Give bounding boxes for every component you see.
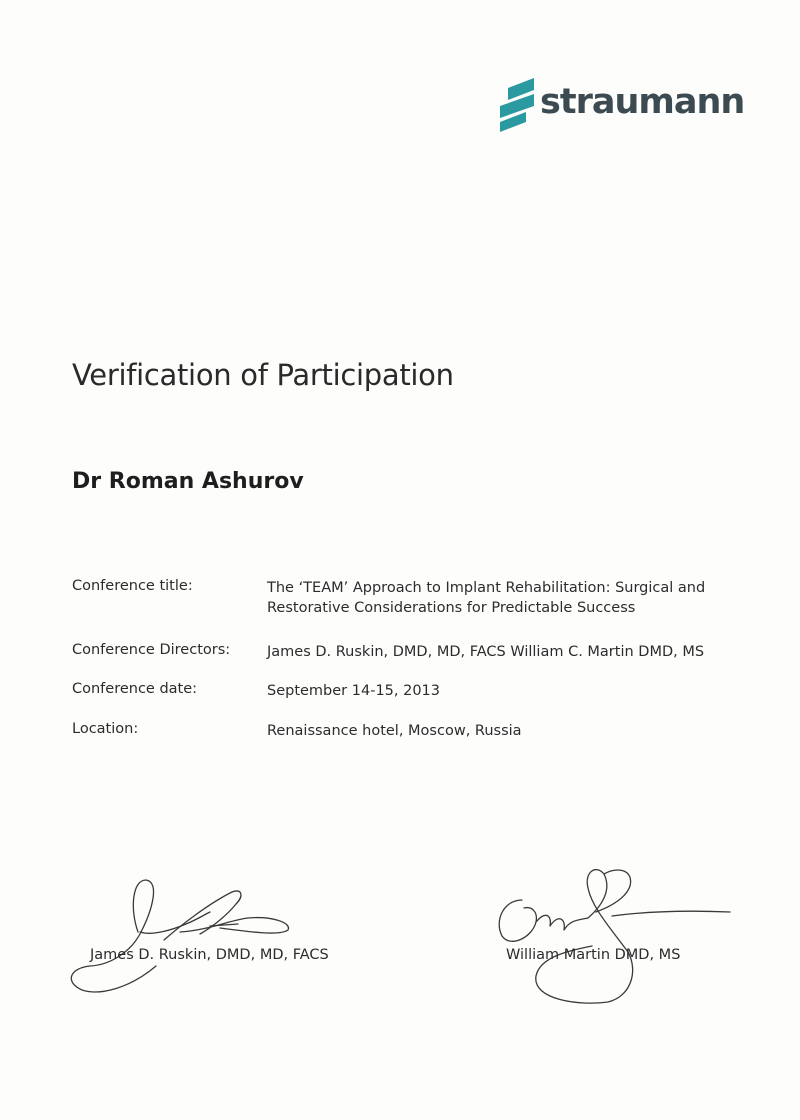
conference-title-label: Conference title: <box>72 578 193 594</box>
conference-title-value <box>267 578 705 618</box>
location-label: Location: <box>72 721 139 737</box>
conference-title-line-2: Restorative Considerations for Predictable Success <box>267 600 636 616</box>
signatory-martin-name: William Martin DMD, MS <box>506 947 681 963</box>
straumann-logo <box>498 76 748 134</box>
location-value: Renaissance hotel, Moscow, Russia <box>267 723 522 739</box>
conference-directors-label: Conference Directors: <box>72 642 231 658</box>
signature-martin <box>492 860 742 1010</box>
conference-date-label: Conference date: <box>72 681 198 697</box>
signatory-ruskin-name: James D. Ruskin, DMD, MD, FACS <box>90 947 329 963</box>
straumann-wordmark: straumann <box>540 82 745 122</box>
conference-title-line-1: The ‘TEAM’ Approach to Implant Rehabilitation: Surgical and <box>267 580 706 596</box>
conference-date-value: September 14-15, 2013 <box>267 683 441 699</box>
recipient-name: Dr Roman Ashurov <box>72 469 304 494</box>
certificate-title: Verification of Participation <box>72 358 454 392</box>
conference-directors-value: James D. Ruskin, DMD, MD, FACS William C. Martin DMD, MS <box>267 644 705 660</box>
signature-ruskin <box>60 870 300 1000</box>
straumann-logo-mark <box>498 76 538 134</box>
